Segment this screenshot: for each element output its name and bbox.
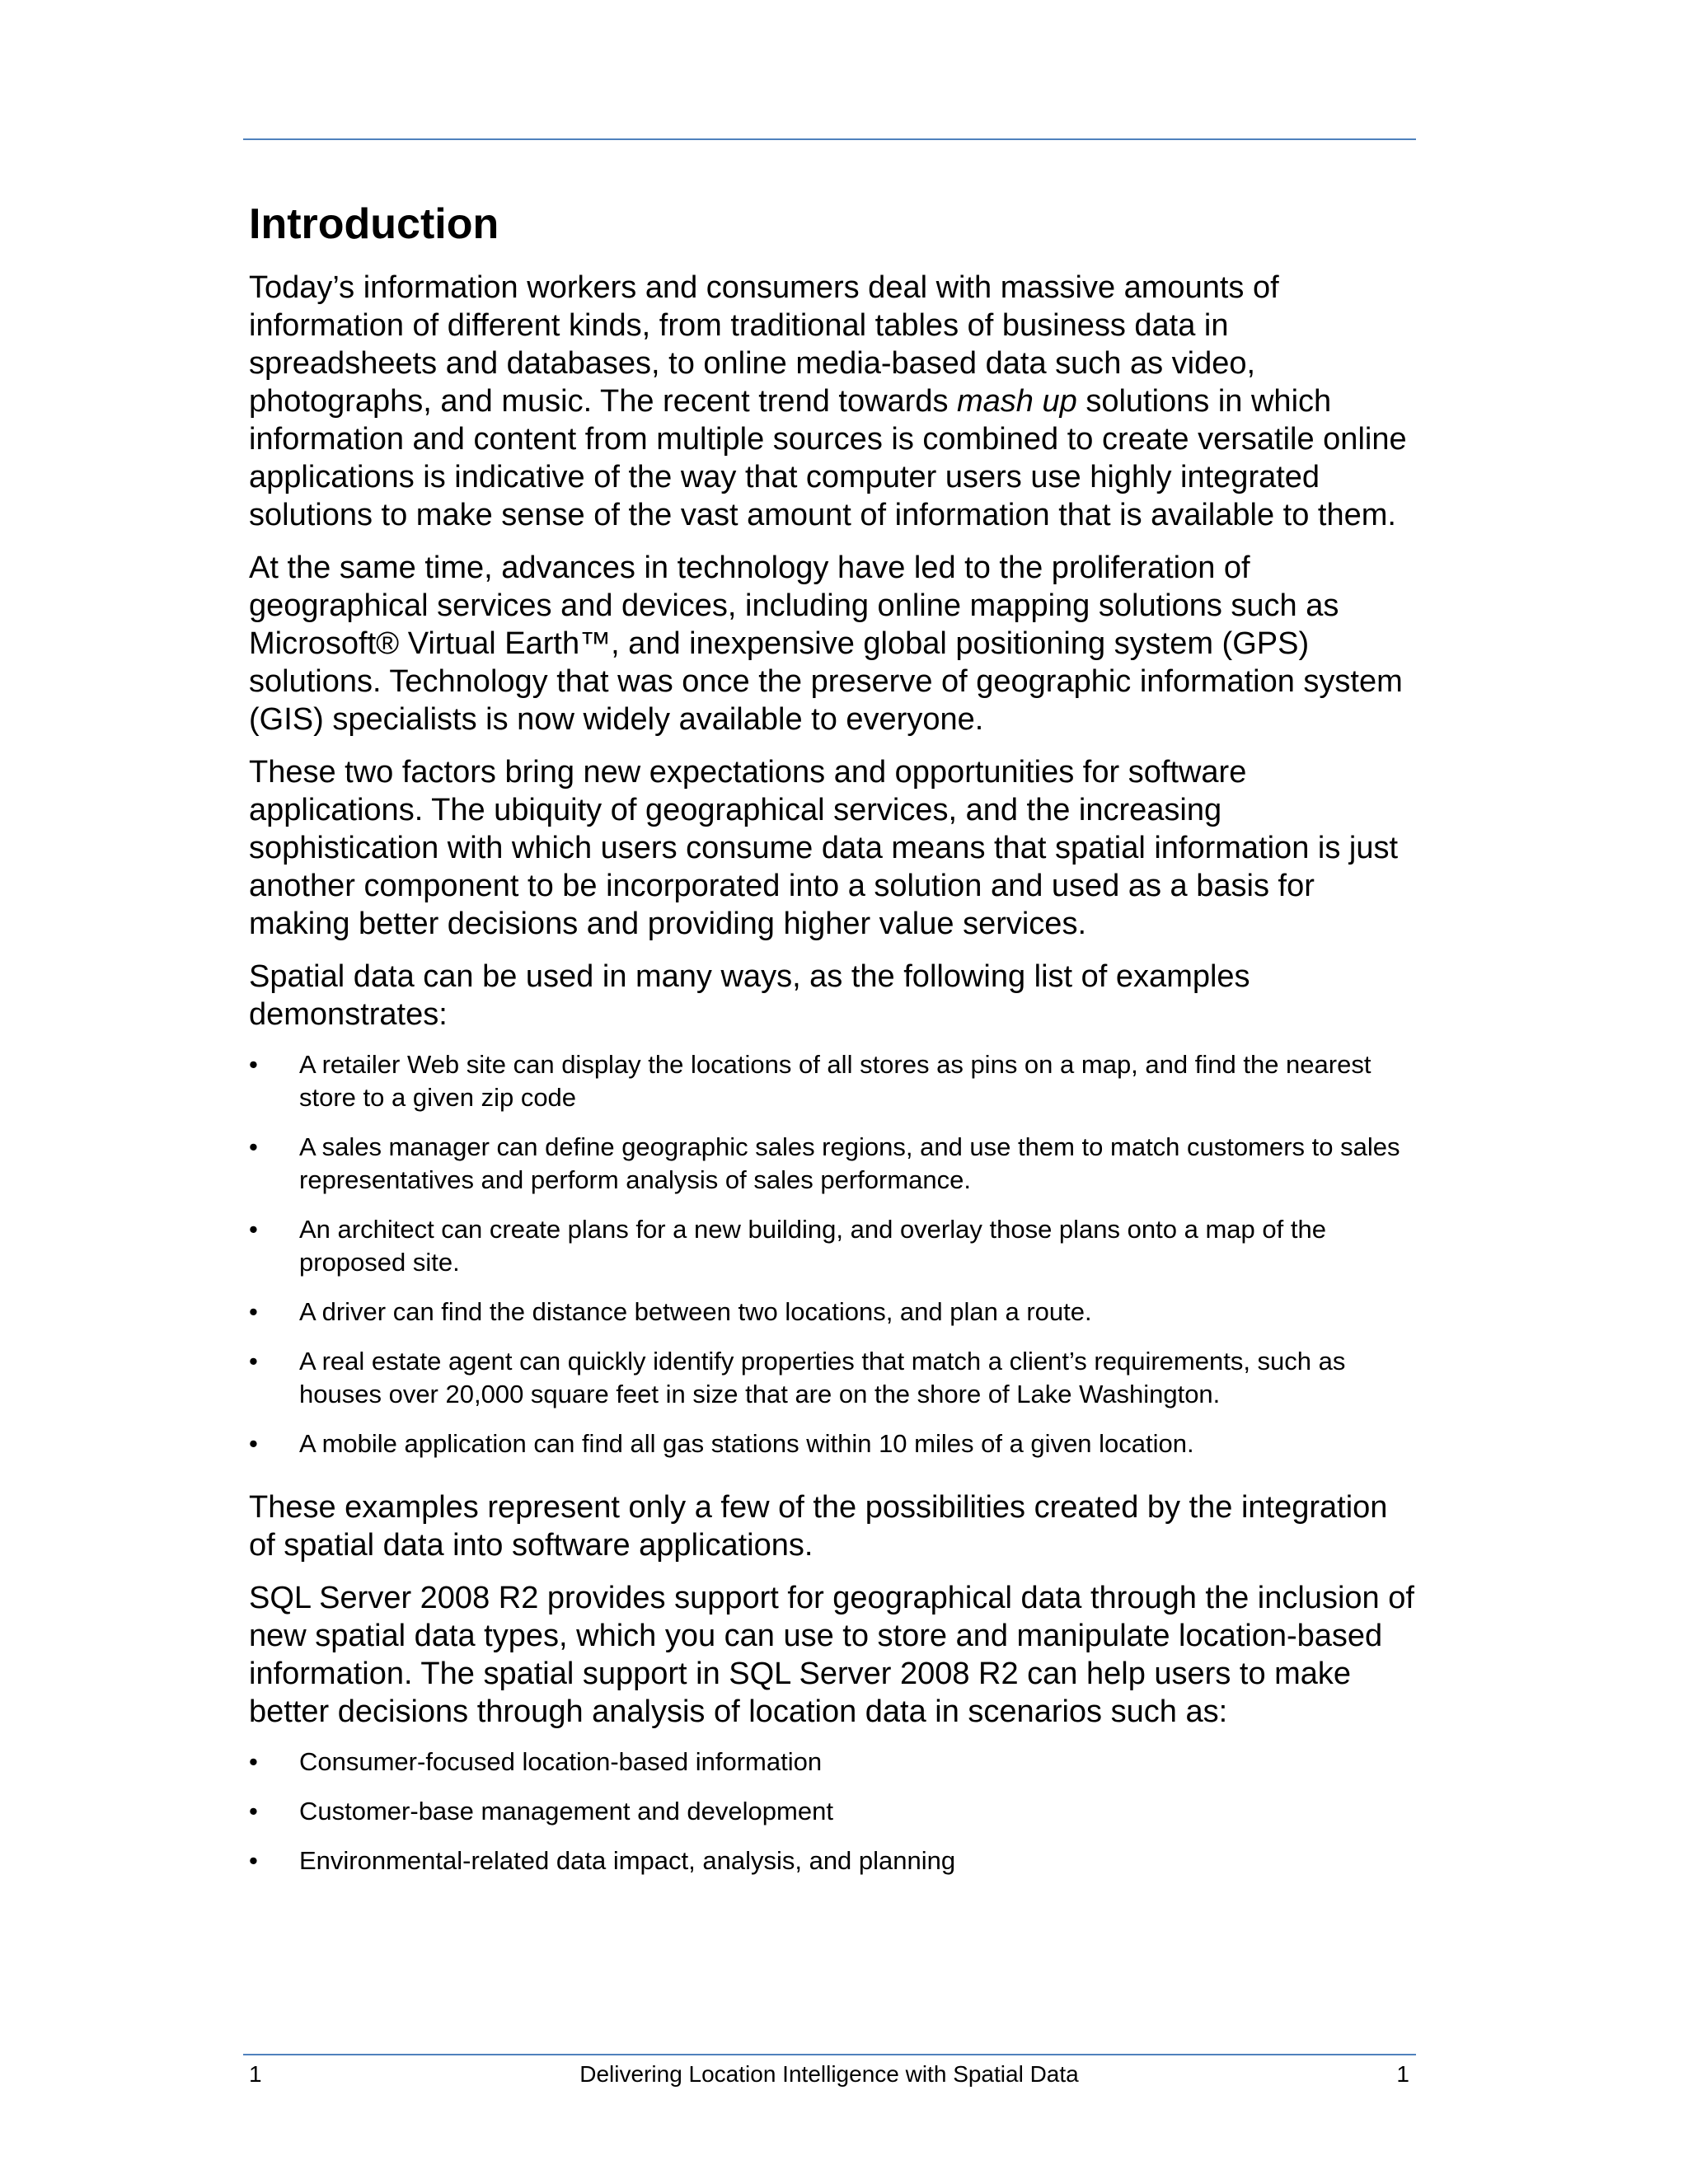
list-item-text: A mobile application can find all gas stations within 10 miles of a given location. [299, 1429, 1194, 1458]
bullet-icon: • [249, 1429, 258, 1458]
list-item-text: A sales manager can define geographic sales regions, and use them to match customers to sales representatives and perform analysis of sales performance. [299, 1132, 1400, 1194]
bullet-icon: • [249, 1297, 258, 1326]
bullet-icon: • [249, 1215, 258, 1244]
list-item [249, 1131, 1419, 1197]
list-item [249, 1048, 1419, 1114]
possibilities-paragraph: These examples represent only a few of the possibilities created by the integration of spatial data into software applications. [249, 1490, 1388, 1563]
bullet-icon: • [249, 1846, 258, 1875]
list-item-text: A driver can find the distance between two locations, and plan a route. [299, 1297, 1092, 1326]
list-item [249, 1296, 1419, 1329]
examples-list [249, 1048, 1419, 1460]
footer-page-number-right: 1 [1396, 2061, 1409, 2087]
intro-paragraph-end: solutions in which information and content from multiple sources is combined to create versatile online applications is indicative of the way that computer users use highly integrated solutions to make sense of the vast amount of information that is available to them. [249, 384, 1407, 532]
bullet-icon: • [249, 1797, 258, 1825]
bullet-icon: • [249, 1050, 258, 1079]
list-item-text: Consumer-focused location-based information [299, 1747, 823, 1776]
list-item [249, 1345, 1419, 1411]
list-item [249, 1213, 1419, 1279]
list-item [249, 1427, 1419, 1460]
list-item-text: Environmental-related data impact, analysis, and planning [299, 1846, 956, 1875]
expectations-paragraph: These two factors bring new expectations and opportunities for software applications. The ubiquity of geographical services, and the increasing sophistication with which users consume data means that spatial information is just another component to be incorporated into a solution and used as a basis for making better decisions and providing higher value services. [249, 755, 1399, 941]
list-item [249, 1746, 1419, 1779]
sql-server-paragraph: SQL Server 2008 R2 provides support for geographical data through the inclusion of new spatial data types, which you can use to store and manipulate location-based information. The spatial support in SQL Server 2008 R2 can help users to make better decisions through analysis of location data in scenarios such as: [249, 1581, 1414, 1729]
bullet-icon: • [249, 1132, 258, 1161]
header-rule [243, 138, 1416, 140]
footer-rule [243, 2054, 1416, 2055]
bullet-icon: • [249, 1347, 258, 1376]
page-content [249, 191, 1419, 1905]
footer-page-number-left: 1 [249, 2061, 262, 2087]
mash-up-term: mash up [957, 384, 1077, 419]
technology-paragraph: At the same time, advances in technology have led to the proliferation of geographical services and devices, including online mapping solutions such as Microsoft® Virtual Earth™, and inexpensive global positioning system (GPS) solutions. Technology that was once the preserve of geographic information system (GIS) specialists is now widely available to everyone. [249, 551, 1403, 737]
list-item [249, 1795, 1419, 1828]
list-item-text: A retailer Web site can display the locations of all stores as pins on a map, and find the nearest store to a given zip code [299, 1050, 1372, 1112]
list-item-text: A real estate agent can quickly identify properties that match a client’s requirements, such as houses over 20,000 square feet in size that are on the shore of Lake Washington. [299, 1347, 1346, 1408]
footer-document-title: Delivering Location Intelligence with Spatial Data [579, 2061, 1079, 2087]
examples-intro-paragraph: Spatial data can be used in many ways, as the following list of examples demonstrates: [249, 959, 1250, 1032]
list-item-text: Customer-base management and development [299, 1797, 833, 1825]
list-item-text: An architect can create plans for a new building, and overlay those plans onto a map of the proposed site. [299, 1215, 1326, 1277]
page-title: Introduction [249, 200, 499, 248]
list-item [249, 1844, 1419, 1877]
scenarios-list [249, 1746, 1419, 1877]
intro-paragraph [249, 269, 1419, 534]
bullet-icon: • [249, 1747, 258, 1776]
intro-paragraph-start: Today’s information workers and consumers deal with massive amounts of information of different kinds, from traditional tables of business data in spreadsheets and databases, to online media-based data such as video, photographs, and music. The recent trend towards [249, 270, 1279, 419]
